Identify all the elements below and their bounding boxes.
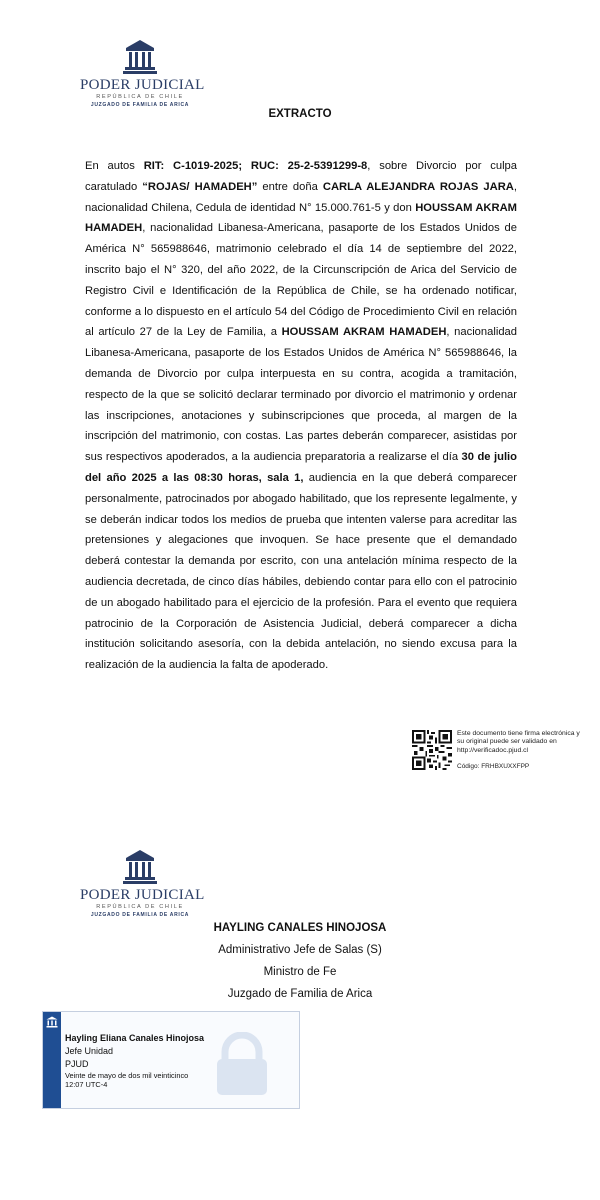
body-text-2: , sobre Divorcio por culpa caratulado [85,160,517,193]
body-text-5: , nacionalidad Libanesa-Americana, pasaporte de los Estados Unidos de América N° 565988646, matrimonio celebrado el día 14 de septiembre del 2022, inscrito bajo el N° 320, del año 2022, de la Circunscripción de Arica del Servicio de Registro Civil e Identificación de la República de Chile, se ha ordenado notificar, conforme a lo dispuesto en el artículo 54 del Código de Procedimiento Civil en relación al artículo 27 de la Ley de Familia, a [85,222,517,339]
footer-logo [80,848,205,918]
logo-court-text: JUZGADO DE FAMILIA DE ARICA [90,102,190,108]
logo-brand-text: PODER JUDICIAL [80,887,205,903]
verification-block [412,730,582,774]
courthouse-small-icon [46,1016,58,1028]
defendant-name: HOUSSAM AKRAM HAMADEH [85,201,517,235]
body-text-3: entre doña [257,180,323,193]
body-text-7: audiencia en la que deberá comparecer personalmente, patrocinados por abogado habilitado, que los represente legalmente, y se deberán indicar todos los medios de prueba que intenten valerse para acreditar las pretensiones y alegaciones que invoquen. Se hace presente que el demandado deberá contestar la demanda por escrito, con una antelación mínima respecto de la audiencia decretada, de cinco días hábiles, debiendo contar para ello con el patrocinio de un abogado habilitado para el ejercicio de la profesión. Para el evento que requiera patrocinio de la Corporación de Asistencia Judicial, deberá comparecer a dicha institución solicitando asesoría, con la debida antelación, no siendo excusa para la realización de la audiencia la falta de apoderado. [85,471,517,672]
signatory-block [0,917,600,1005]
logo-brand-text: PODER JUDICIAL [80,77,205,93]
defendant-name-2: HOUSSAM AKRAM HAMADEH [281,326,447,339]
logo-court-text: JUZGADO DE FAMILIA DE ARICA [90,912,190,918]
signatory-title: Ministro de Fe [263,966,337,978]
case-caption: “ROJAS/ HAMADEH” [142,180,258,193]
qr-code-icon[interactable] [412,730,452,770]
signature-details [65,1032,204,1089]
signature-date: Veinte de mayo de dos mil veinticinco [65,1071,189,1080]
lock-icon [211,1032,273,1096]
logo-country-text: REPÚBLICA DE CHILE [96,904,184,910]
signatory-name: HAYLING CANALES HINOJOSA [213,922,387,934]
body-text-4: , nacionalidad Chilena, Cedula de identidad N° 15.000.761-5 y don [85,180,517,214]
body-text-6: , nacionalidad Libanesa-Americana, pasaporte de los Estados Unidos de América N° 565988646, la demanda de Divorcio por culpa interpuesta en su contra, acogida a tramitación, respecto de la que se solicitó declarar terminado por divorcio el matrimonio y ordenar las inscripciones, anotaciones y subinscripciones que proceda, al margen de la inscripción del matrimonio, con costas. Las partes deberán comparecer, asistidas por sus respectivos apoderados, a la audiencia preparatoria a realizarse el día [85,326,517,464]
verification-code: Código: FRHBXUXXFPP [457,763,530,770]
signature-accent-bar [43,1012,61,1108]
verification-text: Este documento tiene firma electrónica y su original puede ser validado en http://verificadoc.pjud.cl [457,730,580,754]
hearing-date: 30 de julio del año 2025 a las 08:30 horas, sala 1, [85,451,517,484]
signer-name: Hayling Eliana Canales Hinojosa [65,1033,205,1043]
header-logo [80,38,205,108]
logo-country-text: REPÚBLICA DE CHILE [96,94,184,100]
case-number: RIT: C-1019-2025; RUC: 25-2-5391299-8 [143,160,368,172]
electronic-signature-box [42,1011,300,1109]
plaintiff-name: CARLA ALEJANDRA ROJAS JARA [322,180,514,193]
signer-position: Jefe Unidad [65,1046,114,1056]
document-title: EXTRACTO [268,108,332,120]
courthouse-logo-icon [123,38,157,76]
signer-org: PJUD [65,1059,89,1069]
document-body [85,156,517,676]
signatory-role: Administrativo Jefe de Salas (S) [218,944,382,956]
signatory-court: Juzgado de Familia de Arica [227,988,373,1000]
body-text-1: En autos [85,160,144,172]
courthouse-logo-icon [123,848,157,886]
signature-time: 12:07 UTC-4 [65,1080,108,1089]
